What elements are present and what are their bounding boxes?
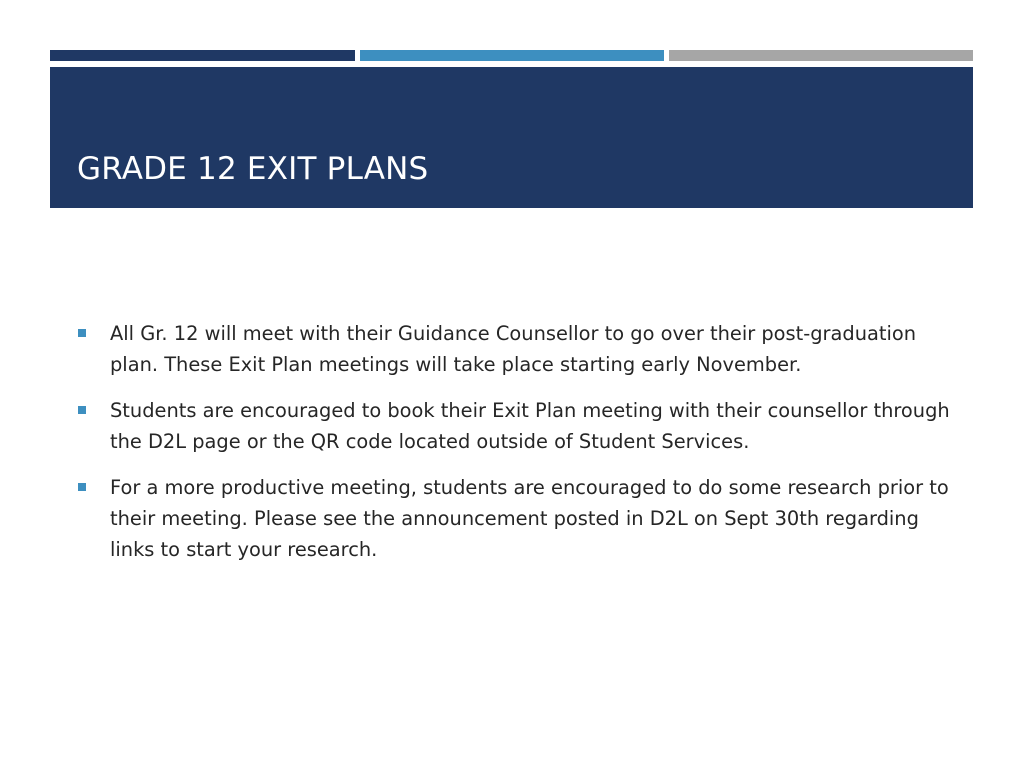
square-bullet-icon <box>78 329 86 337</box>
bullet-item <box>78 395 958 457</box>
bullet-text: All Gr. 12 will meet with their Guidance Counsellor to go over their post-graduation plan. These Exit Plan meetings will take place starting early November. <box>110 322 917 376</box>
title-band <box>50 67 973 208</box>
square-bullet-icon <box>78 406 86 414</box>
accent-bar-light-blue <box>360 50 664 61</box>
bullet-text: For a more productive meeting, students are encouraged to do some research prior to their meeting. Please see the announcement posted in D2L on Sept 30th regarding links to start your research. <box>110 476 949 561</box>
bullet-list <box>78 318 958 580</box>
accent-bar-gray <box>669 50 973 61</box>
bullet-item <box>78 472 958 565</box>
slide-title: GRADE 12 EXIT PLANS <box>77 151 429 187</box>
accent-bar-dark-blue <box>50 50 355 61</box>
bullet-text: Students are encouraged to book their Exit Plan meeting with their counsellor through the D2L page or the QR code located outside of Student Services. <box>110 399 950 453</box>
bullet-item <box>78 318 958 380</box>
square-bullet-icon <box>78 483 86 491</box>
